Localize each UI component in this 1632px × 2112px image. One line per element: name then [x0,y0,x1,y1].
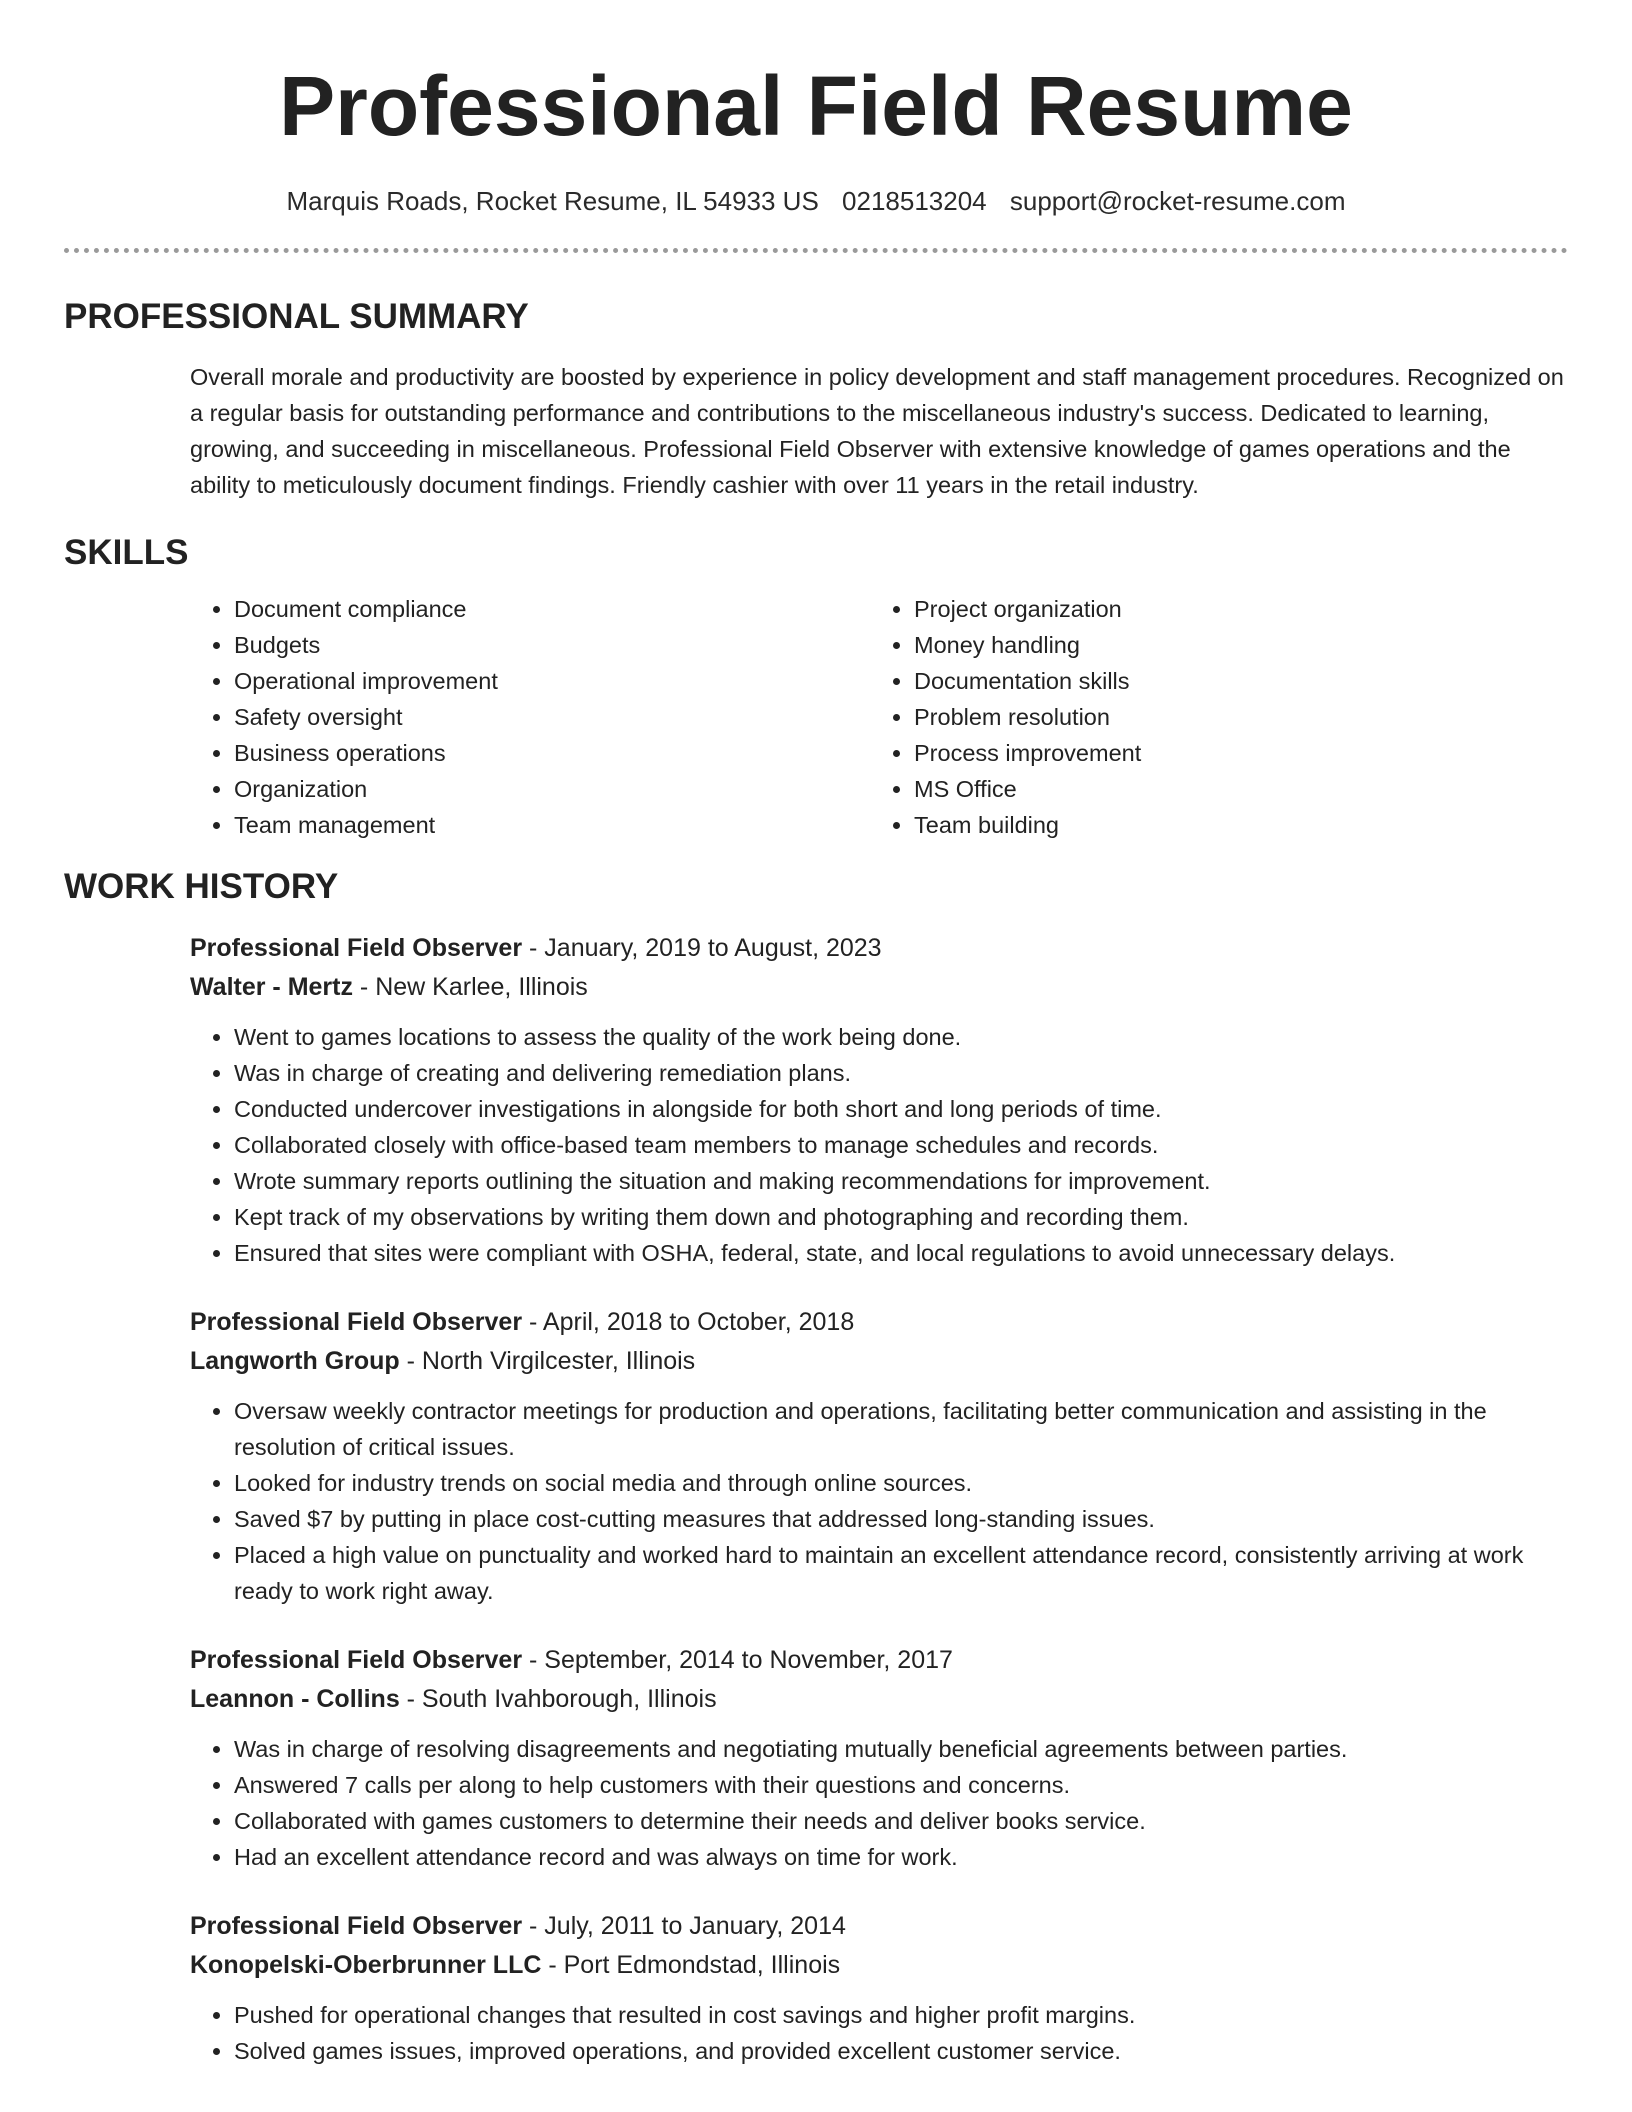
skill-item: • MS Office [914,771,1550,807]
header-divider [64,248,1568,253]
job-title: Professional Field Observer [190,1308,523,1336]
job-bullet: • Saved $7 by putting in place cost-cutting measures that addressed long-standing issues. [234,1501,1568,1537]
job-title: Professional Field Observer [190,934,523,962]
skill-item: • Problem resolution [914,699,1550,735]
skill-item: • Process improvement [914,735,1550,771]
job-bullet: • Went to games locations to assess the quality of the work being done. [234,1019,1568,1055]
skill-item: • Safety oversight [234,699,870,735]
job-company: Leannon - Collins [190,1685,400,1713]
job-bullet: • Ensured that sites were compliant with OSHA, federal, state, and local regulations to avoid unnecessary delays. [234,1235,1568,1271]
job-dates: - January, 2019 to August, 2023 [522,934,882,962]
job-bullet: • Collaborated with games customers to determine their needs and deliver books service. [234,1803,1568,1839]
job-entry [190,929,1568,1271]
job-bullet: • Placed a high value on punctuality and worked hard to maintain an excellent attendance record, consistently arriving at work ready to work right away. [234,1537,1568,1609]
job-company-line [190,968,1568,1007]
job-bullet: • Was in charge of resolving disagreements and negotiating mutually beneficial agreements between parties. [234,1731,1568,1767]
skill-item: • Document compliance [234,591,870,627]
job-title: Professional Field Observer [190,1912,523,1940]
skill-item: • Operational improvement [234,663,870,699]
job-bullet: • Was in charge of creating and delivering remediation plans. [234,1055,1568,1091]
skills-heading: SKILLS [64,533,189,572]
job-bullet: • Had an excellent attendance record and was always on time for work. [234,1839,1568,1875]
contact-phone: 0218513204 [842,186,987,216]
resume-title: Professional Field Resume [279,59,1353,153]
skills-column-left [190,591,870,843]
summary-heading: PROFESSIONAL SUMMARY [64,297,529,336]
job-bullet: • Kept track of my observations by writing them down and photographing and recording them. [234,1199,1568,1235]
job-dates: - July, 2011 to January, 2014 [522,1912,846,1940]
skill-item: • Project organization [914,591,1550,627]
job-company: Walter - Mertz [190,973,353,1001]
job-bullet: • Collaborated closely with office-based team members to manage schedules and records. [234,1127,1568,1163]
skill-item: • Money handling [914,627,1550,663]
job-bullets [190,1019,1568,1271]
job-bullet: • Answered 7 calls per along to help customers with their questions and concerns. [234,1767,1568,1803]
contact-line [0,184,1632,218]
skill-item: • Budgets [234,627,870,663]
job-entry [190,1303,1568,1609]
summary-text: Overall morale and productivity are boosted by experience in policy development and staff management procedures. Recognized on a regular basis for outstanding performance and contributions to the miscellaneous industry's success. Dedicated to learning, growing, and succeeding in miscellaneous. Professional Field Observer with extensive knowledge of games operations and the ability to meticulously document findings. Friendly cashier with over 11 years in the retail industry. [190,364,1564,498]
job-bullet: • Pushed for operational changes that resulted in cost savings and higher profit margins. [234,1997,1568,2033]
contact-email: support@rocket-resume.com [1009,186,1346,216]
job-company-line [190,1946,1568,1985]
work-history-heading: WORK HISTORY [64,867,339,906]
job-company-line [190,1680,1568,1719]
job-entry [190,1907,1568,2069]
job-bullet: • Conducted undercover investigations in alongside for both short and long periods of time. [234,1091,1568,1127]
job-location: - South Ivahborough, Illinois [399,1685,717,1713]
skills-list [190,591,1632,843]
skills-column-right [870,591,1550,843]
job-title: Professional Field Observer [190,1646,523,1674]
skill-item: • Organization [234,771,870,807]
job-title-line [190,1641,1568,1680]
job-location: - Port Edmondstad, Illinois [541,1951,841,1979]
job-title-line [190,1907,1568,1946]
job-company-line [190,1342,1568,1381]
job-bullet: • Solved games issues, improved operations, and provided excellent customer service. [234,2033,1568,2069]
job-title-line [190,1303,1568,1342]
job-entry [190,1641,1568,1875]
skill-item: • Business operations [234,735,870,771]
skill-item: • Team management [234,807,870,843]
job-dates: - April, 2018 to October, 2018 [522,1308,855,1336]
skill-item: • Team building [914,807,1550,843]
job-company: Konopelski-Oberbrunner LLC [190,1951,542,1979]
job-title-line [190,929,1568,968]
job-location: - New Karlee, Illinois [352,973,588,1001]
job-bullet: • Oversaw weekly contractor meetings for production and operations, facilitating better communication and assisting in the resolution of critical issues. [234,1393,1568,1465]
job-bullets [190,1393,1568,1609]
job-company: Langworth Group [190,1347,400,1375]
job-bullets [190,1997,1568,2069]
job-bullet: • Wrote summary reports outlining the situation and making recommendations for improvement. [234,1163,1568,1199]
job-bullets [190,1731,1568,1875]
job-location: - North Virgilcester, Illinois [399,1347,696,1375]
job-bullet: • Looked for industry trends on social media and through online sources. [234,1465,1568,1501]
job-dates: - September, 2014 to November, 2017 [522,1646,953,1674]
contact-address: Marquis Roads, Rocket Resume, IL 54933 US [286,186,819,216]
skill-item: • Documentation skills [914,663,1550,699]
